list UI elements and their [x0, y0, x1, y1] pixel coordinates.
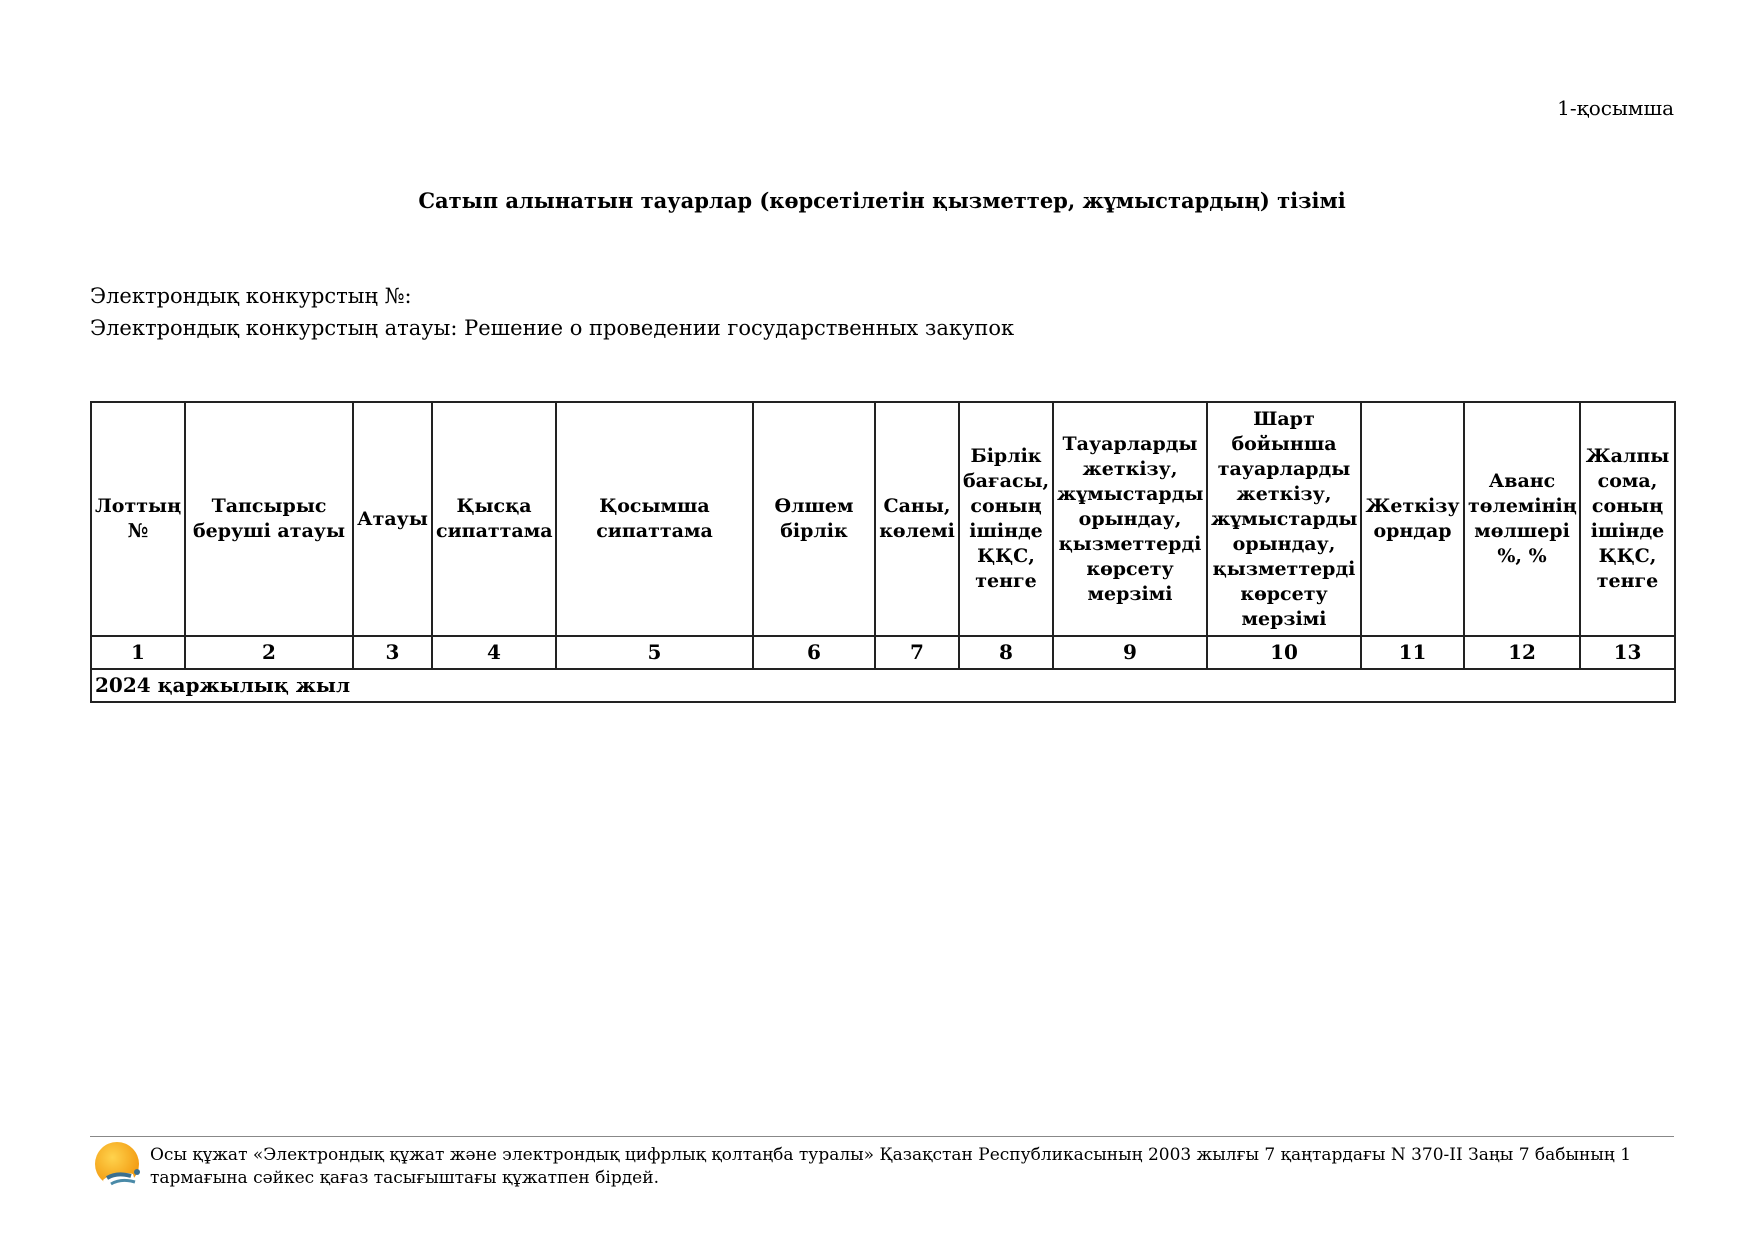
- contest-number: Электрондық конкурстың №:: [90, 284, 412, 308]
- column-number: 3: [353, 636, 432, 669]
- annex-label: 1-қосымша: [1557, 96, 1674, 120]
- table-header-row: [91, 402, 1675, 636]
- header-cell: Шарт бойынша тауарларды жеткізу, жұмыстарды орындау, қызметтерді көрсету мерзімі: [1207, 402, 1361, 636]
- footer-divider: [90, 1136, 1674, 1137]
- fiscal-year-row: [91, 669, 1675, 702]
- column-number: 9: [1053, 636, 1207, 669]
- egov-sun-logo-icon: [93, 1140, 145, 1192]
- column-number: 7: [875, 636, 959, 669]
- goods-table: [90, 401, 1676, 703]
- column-number: 10: [1207, 636, 1361, 669]
- contest-name: Электрондық конкурстың атауы: Решение о проведении государственных закупок: [90, 316, 1015, 340]
- header-cell: Жалпы сома, соның ішінде ҚҚС, тенге: [1580, 402, 1675, 636]
- header-cell: Өлшем бірлік: [753, 402, 875, 636]
- column-number: 6: [753, 636, 875, 669]
- header-cell: Қысқа сипаттама: [432, 402, 556, 636]
- header-cell: Жеткізу орндар: [1361, 402, 1464, 636]
- column-number: 8: [959, 636, 1053, 669]
- header-cell: Лоттың №: [91, 402, 185, 636]
- header-cell: Қосымша сипаттама: [556, 402, 753, 636]
- column-number: 12: [1464, 636, 1580, 669]
- header-cell: Бірлік бағасы, соның ішінде ҚҚС, тенге: [959, 402, 1053, 636]
- header-cell: Тауарларды жеткізу, жұмыстарды орындау, қызметтерді көрсету мерзімі: [1053, 402, 1207, 636]
- header-cell: Саны, көлемі: [875, 402, 959, 636]
- header-cell: Атауы: [353, 402, 432, 636]
- column-number-row: [91, 636, 1675, 669]
- footer-legal-text: Осы құжат «Электрондық құжат және электрондық цифрлық қолтаңба туралы» Қазақстан Республикасының 2003 жылғы 7 қаңтардағы N 370-II Заңы 7 бабының 1 тармағына сәйкес қағаз тасығыштағы құжатпен бірдей.: [150, 1145, 1632, 1188]
- column-number: 13: [1580, 636, 1675, 669]
- fiscal-year-label: 2024 қаржылық жыл: [91, 669, 1675, 702]
- contest-info: [90, 280, 1014, 344]
- column-number: 5: [556, 636, 753, 669]
- column-number: 11: [1361, 636, 1464, 669]
- header-cell: Тапсырыс беруші атауы: [185, 402, 353, 636]
- header-cell: Аванс төлемінің мөлшері %, %: [1464, 402, 1580, 636]
- document-title: Сатып алынатын тауарлар (көрсетілетін қызметтер, жұмыстардың) тізімі: [418, 188, 1346, 213]
- column-number: 4: [432, 636, 556, 669]
- column-number: 1: [91, 636, 185, 669]
- column-number: 2: [185, 636, 353, 669]
